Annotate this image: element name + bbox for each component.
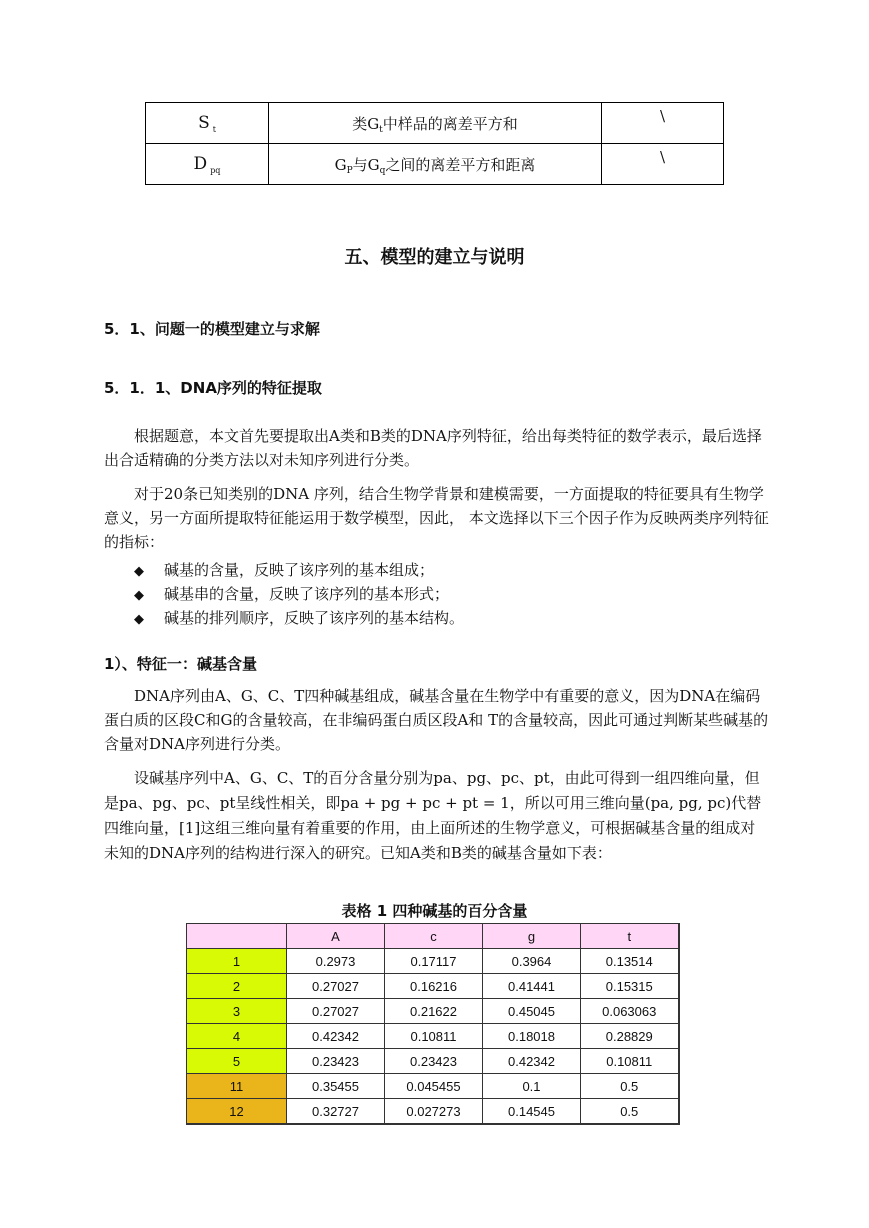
base-content-table bbox=[186, 923, 680, 1125]
feature-heading: 1）、特征一：碱基含量 bbox=[104, 655, 257, 673]
table-cell: 0.027273 bbox=[385, 1099, 483, 1125]
table-cell: 0.23423 bbox=[287, 1049, 385, 1074]
bullet-icon: ◆ bbox=[134, 564, 144, 579]
feature-list bbox=[134, 559, 464, 631]
desc-mid: 与G bbox=[352, 155, 380, 174]
table-cell: 0.41441 bbox=[483, 974, 581, 999]
list-item-text: 碱基的排列顺序，反映了该序列的基本结构。 bbox=[164, 609, 465, 627]
row-id-cell: 3 bbox=[187, 999, 287, 1024]
table-cell: 0.5 bbox=[581, 1074, 679, 1099]
table-cell: 0.10811 bbox=[581, 1049, 679, 1074]
symbol-sub: pq bbox=[210, 166, 221, 175]
table-cell: 0.5 bbox=[581, 1099, 679, 1125]
list-item bbox=[134, 607, 464, 631]
table-cell: 0.2973 bbox=[287, 949, 385, 974]
symbol-text: S bbox=[198, 113, 210, 133]
symbol-row-dpq bbox=[146, 144, 724, 185]
row-id-cell: 11 bbox=[187, 1074, 287, 1099]
table-cell: 0.32727 bbox=[287, 1099, 385, 1125]
desc-pre: G bbox=[334, 155, 347, 174]
table-cell: 0.45045 bbox=[483, 999, 581, 1024]
table-cell: 0.16216 bbox=[385, 974, 483, 999]
table-cell: 0.3964 bbox=[483, 949, 581, 974]
table-cell: 0.063063 bbox=[581, 999, 679, 1024]
subsubsection-heading: 5．1．1、DNA序列的特征提取 bbox=[104, 379, 322, 397]
symbol-desc-cell bbox=[269, 144, 602, 185]
desc-sub: P bbox=[346, 165, 353, 176]
list-item-text: 碱基串的含量，反映了该序列的基本形式； bbox=[164, 585, 450, 603]
table-cell: 0.1 bbox=[483, 1074, 581, 1099]
desc-sub2: q bbox=[379, 165, 386, 176]
table-cell: 0.28829 bbox=[581, 1024, 679, 1049]
header-cell: g bbox=[483, 924, 581, 949]
symbol-cell bbox=[146, 103, 269, 144]
table-row bbox=[187, 1049, 679, 1074]
table-cell: 0.42342 bbox=[287, 1024, 385, 1049]
table-cell: 0.18018 bbox=[483, 1024, 581, 1049]
subsection-heading: 5．1、问题一的模型建立与求解 bbox=[104, 320, 320, 338]
table-cell: 0.27027 bbox=[287, 999, 385, 1024]
list-item-text: 碱基的含量，反映了该序列的基本组成； bbox=[164, 561, 435, 579]
desc-pre: 类G bbox=[352, 114, 380, 133]
table-row bbox=[187, 949, 679, 974]
table-cell: 0.15315 bbox=[581, 974, 679, 999]
symbol-text: D bbox=[193, 154, 208, 174]
table-row bbox=[187, 1024, 679, 1049]
section-title: 五、模型的建立与说明 bbox=[344, 247, 525, 268]
table-row bbox=[187, 974, 679, 999]
header-cell: A bbox=[287, 924, 385, 949]
table-cell: 0.14545 bbox=[483, 1099, 581, 1125]
symbol-unit-cell: \ bbox=[602, 144, 724, 185]
header-cell bbox=[187, 924, 287, 949]
row-id-cell: 4 bbox=[187, 1024, 287, 1049]
desc-post: 之间的离差平方和距离 bbox=[385, 155, 536, 174]
symbol-table bbox=[145, 102, 724, 185]
desc-sub: t bbox=[379, 124, 383, 135]
paragraph-features: 对于20条已知类别的DNA 序列，结合生物学背景和建模需要，一方面提取的特征要具有生物学意义，另一方面所提取特征能运用于数学模型，因此， 本文选择以下三个因子作为反映两类序列特征的指标： bbox=[104, 485, 769, 551]
table-cell: 0.27027 bbox=[287, 974, 385, 999]
symbol-sub: t bbox=[212, 125, 216, 134]
list-item bbox=[134, 559, 464, 583]
row-id-cell: 1 bbox=[187, 949, 287, 974]
row-id-cell: 2 bbox=[187, 974, 287, 999]
table-caption: 表格 1 四种碱基的百分含量 bbox=[341, 902, 528, 920]
symbol-row-st bbox=[146, 103, 724, 144]
paragraph-intro: 根据题意，本文首先要提取出A类和B类的DNA序列特征，给出每类特征的数学表示，最后选择出合适精确的分类方法以对未知序列进行分类。 bbox=[104, 427, 762, 469]
table-cell: 0.13514 bbox=[581, 949, 679, 974]
symbol-unit-cell: \ bbox=[602, 103, 724, 144]
table-cell: 0.17117 bbox=[385, 949, 483, 974]
paragraph-vector: 设碱基序列中A、G、C、T的百分含量分别为pa、pg、pc、pt，由此可得到一组四维向量，但是pa、pg、pc、pt呈线性相关，即pa + pg + pc + pt = 1，所以可用三维向量(pa, pg, pc)代替四维向量，[1]这组三维向量有着重要的作用，由上面所述的生物学意义，可根据碱基含量的组成对未知的DNA序列的结构进行深入的研究。已知A类和B类的碱基含量如下表： bbox=[104, 769, 762, 862]
symbol-cell bbox=[146, 144, 269, 185]
table-cell: 0.23423 bbox=[385, 1049, 483, 1074]
table-cell: 0.35455 bbox=[287, 1074, 385, 1099]
table-cell: 0.42342 bbox=[483, 1049, 581, 1074]
header-cell: c bbox=[385, 924, 483, 949]
bullet-icon: ◆ bbox=[134, 588, 144, 603]
table-row bbox=[187, 1074, 679, 1099]
table-cell: 0.21622 bbox=[385, 999, 483, 1024]
table-row bbox=[187, 999, 679, 1024]
header-cell: t bbox=[581, 924, 679, 949]
paragraph-base-content: DNA序列由A、G、C、T四种碱基组成，碱基含量在生物学中有重要的意义，因为DNA在编码蛋白质的区段C和G的含量较高，在非编码蛋白质区段A和 T的含量较高，因此可通过判断某些碱基的含量对DNA序列进行分类。 bbox=[104, 687, 769, 753]
bullet-icon: ◆ bbox=[134, 612, 144, 627]
row-id-cell: 5 bbox=[187, 1049, 287, 1074]
list-item bbox=[134, 583, 464, 607]
table-header-row bbox=[187, 924, 679, 949]
row-id-cell: 12 bbox=[187, 1099, 287, 1125]
table-cell: 0.045455 bbox=[385, 1074, 483, 1099]
symbol-desc-cell bbox=[269, 103, 602, 144]
desc-post: 中样品的离差平方和 bbox=[382, 114, 518, 133]
table-row bbox=[187, 1099, 679, 1125]
table-cell: 0.10811 bbox=[385, 1024, 483, 1049]
